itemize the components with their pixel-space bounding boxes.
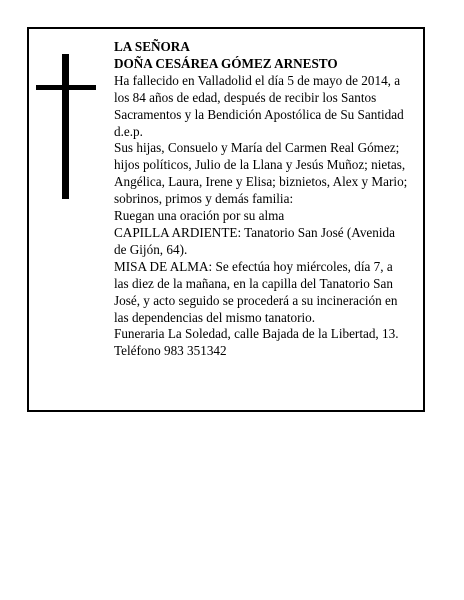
body-line: hijos políticos, Julio de la Llana y Jesús Muñoz; nietas, <box>114 157 406 173</box>
body-line: MISA DE ALMA: Se efectúa hoy miércoles, día 7, a <box>114 258 393 274</box>
body-line: Ruegan una oración por su alma <box>114 208 285 224</box>
latin-cross-icon <box>36 54 96 199</box>
body-line: Angélica, Laura, Irene y Elisa; biznietos, Alex y Mario; <box>114 174 408 190</box>
body-line: los 84 años de edad, después de recibir los Santos <box>114 89 377 105</box>
body-line: de Gijón, 64). <box>114 241 188 257</box>
body-line: José, y acto seguido se procederá a su incineración en <box>114 292 398 308</box>
cross-vertical-bar <box>62 54 69 199</box>
obituary-text <box>114 39 418 360</box>
cross-horizontal-bar <box>36 85 96 90</box>
title-line-1: LA SEÑORA <box>114 39 190 54</box>
body-line: Ha fallecido en Valladolid el día 5 de mayo de 2014, a <box>114 72 401 88</box>
body-line: las diez de la mañana, en la capilla del Tanatorio San <box>114 275 393 291</box>
body-line: Sacramentos y la Bendición Apostólica de Su Santidad <box>114 106 404 122</box>
body-line: sobrinos, primos y demás familia: <box>114 191 294 207</box>
body-line: d.e.p. <box>114 123 143 139</box>
deceased-name: DOÑA CESÁREA GÓMEZ ARNESTO <box>114 55 338 71</box>
body-line: Funeraria La Soledad, calle Bajada de la Libertad, 13. <box>114 326 399 342</box>
body-line: Sus hijas, Consuelo y María del Carmen Real Gómez; <box>114 140 400 156</box>
body-line: CAPILLA ARDIENTE: Tanatorio San José (Avenida <box>114 224 395 240</box>
body-line: Teléfono 983 351342 <box>114 343 227 359</box>
body-line: las dependencias del mismo tanatorio. <box>114 309 316 325</box>
